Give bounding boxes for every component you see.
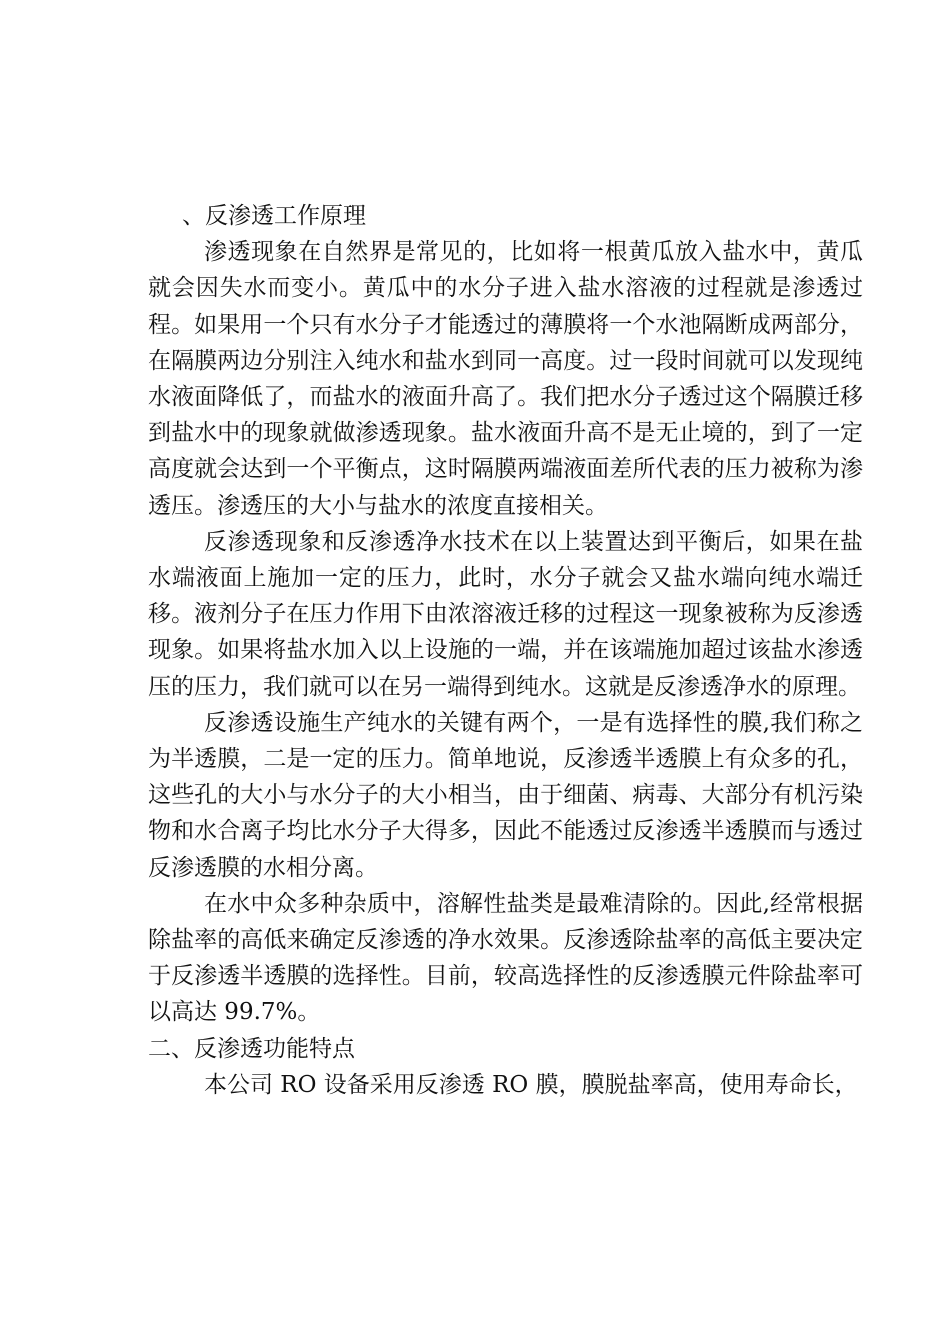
section-heading-features: 二、反渗透功能特点 — [148, 1035, 355, 1062]
paragraph-semipermeable-membrane: 反渗透设施生产纯水的关键有两个，一是有选择性的膜,我们称之为半透膜，二是一定的压力。简单地说，反渗透半透膜上有众多的孔，这些孔的大小与水分子的大小相当，由于细菌、病毒、大部分有机污染物和水合离子均比水分子大得多，因此不能透过反渗透半透膜而与透过反渗透膜的水相分离。 — [148, 709, 863, 881]
document-body — [148, 198, 863, 1103]
paragraph-reverse-osmosis-phenomenon: 反渗透现象和反渗透净水技术在以上装置达到平衡后，如果在盐水端液面上施加一定的压力，此时，水分子就会又盐水端向纯水端迁移。液剂分子在压力作用下由浓溶液迁移的过程这一现象被称为反渗透现象。如果将盐水加入以上设施的一端，并在该端施加超过该盐水渗透压的压力，我们就可以在另一端得到纯水。这就是反渗透净水的原理。 — [148, 528, 863, 700]
section-heading-reverse-osmosis-principle: 、反渗透工作原理 — [182, 203, 366, 229]
paragraph-desalination-rate: 在水中众多种杂质中，溶解性盐类是最难清除的。因此,经常根据除盐率的高低来确定反渗透的净水效果。反渗透除盐率的高低主要决定于反渗透半透膜的选择性。目前，较高选择性的反渗透膜元件除盐率可以高达 99.7%。 — [148, 890, 863, 1026]
paragraph-osmosis-phenomenon: 渗透现象在自然界是常见的，比如将一根黄瓜放入盐水中，黄瓜就会因失水而变小。黄瓜中的水分子进入盐水溶液的过程就是渗透过程。如果用一个只有水分子才能透过的薄膜将一个水池隔断成两部分，在隔膜两边分别注入纯水和盐水到同一高度。过一段时间就可以发现纯水液面降低了，而盐水的液面升高了。我们把水分子透过这个隔膜迁移到盐水中的现象就做渗透现象。盐水液面升高不是无止境的，到了一定高度就会达到一个平衡点，这时隔膜两端液面差所代表的压力被称为渗透压。渗透压的大小与盐水的浓度直接相关。 — [148, 239, 863, 519]
paragraph-ro-equipment: 本公司 RO 设备采用反渗透 RO 膜，膜脱盐率高，使用寿命长， — [204, 1071, 858, 1098]
